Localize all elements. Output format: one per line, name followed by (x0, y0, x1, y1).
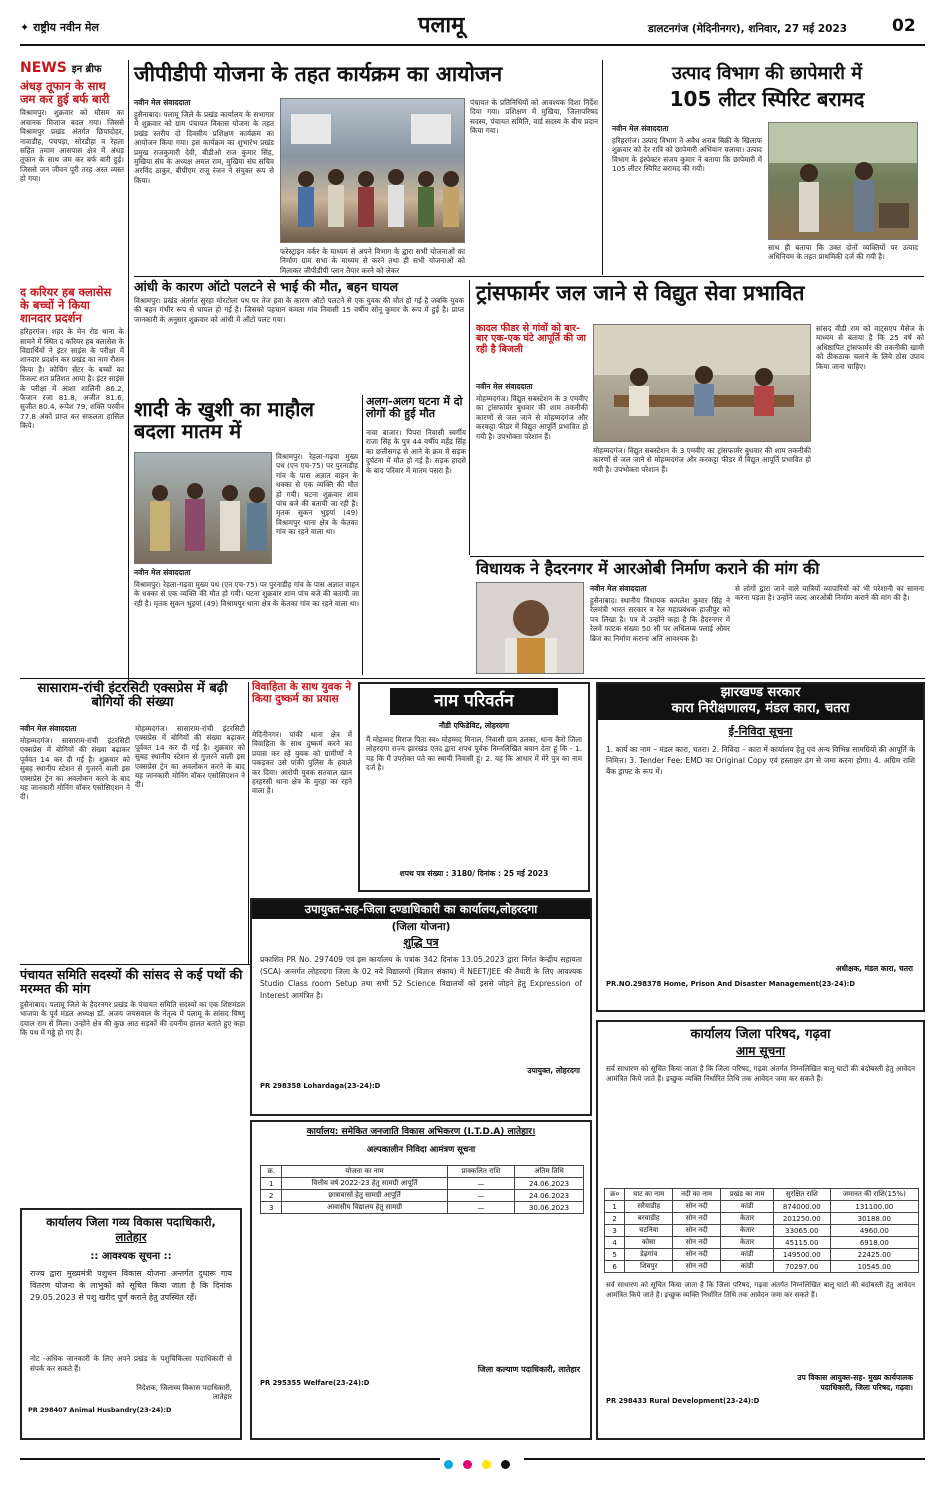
table-cell: 22425.00 (830, 1249, 918, 1261)
garhwa-table (604, 1188, 919, 1273)
spirit-photo (768, 122, 918, 240)
table-cell: 1 (605, 1201, 625, 1213)
garhwa-title: कार्यालय जिला परिषद, गढ़वा (690, 1027, 831, 1042)
name-change-sub: नौडी एफिडेविट, लोहरदगा (438, 720, 510, 730)
lead-caption: फरेस्ट्राइन वर्कर के माध्यम से अपने विभाग के द्वारा सभी योजनाओं का निर्माण ग्राम सभा के माध्यम से करने तथा ही सभी योजनाओं को मिलाकर जीपीडीपी प्लान तैयार करने को लेकर (280, 247, 465, 275)
table-cell: शिवपुर (625, 1261, 673, 1273)
table-row (605, 1261, 919, 1273)
table-cell: कोसा (625, 1237, 673, 1249)
brief-title: द करियर हब क्लासेस के बच्चों ने किया शानदार प्रदर्शन (20, 285, 112, 325)
jail-notice: ई-निविदा सूचना (728, 724, 793, 738)
table-cell: वित्तीय वर्ष 2022-23 हेतु सामग्री आपूर्ति (282, 1178, 447, 1190)
portrait-photo (477, 583, 584, 674)
table-header-cell: क्र० (605, 1189, 625, 1201)
animal-notice: :: आवश्यक सूचना :: (90, 1251, 172, 1263)
table-row (261, 1178, 584, 1190)
transformer-body-2: सांसद वीडी राम को वाट्सएप मैसेज के माध्यम से बताया है कि 25 वर्ष को अधिष्ठापित ट्रांसफार्मर की तकनीकी खामी को ठीकठाक चलाने के लिये ठोस उपाय किया जाना चाहिए। (816, 324, 924, 371)
table-cell: बरवाडीह (625, 1213, 673, 1225)
separate-headline: अलग-अलग घटना में दो लोगों की हुई मौत (366, 395, 463, 421)
section-rule (470, 556, 924, 557)
table-cell: कांडी (721, 1249, 774, 1261)
spirit-body-2: साथ ही बताया कि उक्त दोनों व्यक्तियों पर उत्पाद अधिनियम के तहत प्राथमिकी दर्ज की गयी है। (768, 243, 918, 262)
lead-body-2: पंचायत के प्रतिनिधियों को आवश्यक दिशा निर्देश दिया गया। प्रशिक्षण में मुखिया, जिलापरिषद सदस्य, पंचायत समिति, वार्ड सदस्य के बीच प्रदान किया गया। (470, 98, 598, 136)
garhwa-terms: सर्व साधारण को सूचित किया जाता है कि जिला परिषद, गढ़वा अंतर्गत निम्नलिखित बालू घाटों की बंदोबस्ती हेतु आवेदन आमंत्रित किये जाते हैं। इच्छुक व्यक्ति निर्धारित तिथि तक आवेदन जमा कर सकते हैं। (606, 1281, 915, 1299)
dateline: डालटनगंज (मेदिनीनगर), शनिवार, 27 मई 2023 (648, 23, 848, 35)
table-cell: सोन नदी (673, 1249, 721, 1261)
table-cell: सोन नदी (673, 1237, 721, 1249)
name-change-body: मैं मोहम्मद मिराज पिता स्व० मोहम्मद मिनाल, निवासी ग्राम उलका, थाना कैरो जिला लोहरदगा राज्य झारखंड एतद द्वारा शपथ पूर्वक निम्नलिखित बयान देता हूं कि - 1. यह कि मैं उपरोक्त पते का स्थायी निवासी हूं। 2. यह कि आधार में मेरे पुत्र का नाम दर्ज है। (366, 734, 582, 772)
column-divider (128, 60, 129, 680)
married-body: मेदिनीनगर। पांकी थाना क्षेत्र में विवाहिता के साथ दुष्कर्म करने का प्रयास कर रहे युवक को ग्रामीणों ने पकड़कर उसे पांकी पुलिस के हवाले कर दिया। आरोपी युवक सतवाल खान हरहरसी थाना क्षेत्र के मुरहा का रहने वाला है। (252, 730, 352, 796)
table-row (605, 1249, 919, 1261)
column-divider (248, 682, 249, 964)
lohardaga-title-1: उपायुक्त-सह-जिला दण्डाधिकारी का कार्यालय,लोहरदगा (252, 900, 590, 919)
garhwa-body: सर्व साधारण को सूचित किया जाता है कि जिला परिषद, गढ़वा अंतर्गत निम्नलिखित बालू घाटों की बंदोबस्ती हेतु आवेदन आमंत्रित किये जाते हैं। इच्छुक व्यक्ति निर्धारित तिथि तक आवेदन जमा कर सकते हैं। (606, 1064, 915, 1083)
table-cell: 10545.00 (830, 1261, 918, 1273)
crowd-photo (135, 453, 272, 564)
table-cell: 6 (605, 1261, 625, 1273)
intercity-byline: नवीन मेल संवाददाता (20, 724, 77, 733)
lohardaga-notice-box (250, 898, 592, 1116)
lead-byline: नवीन मेल संवाददाता (134, 98, 191, 107)
jail-tender-box (596, 682, 925, 1012)
animal-body: राज्य द्वारा मुख्यमंत्री पशुधन विकास योजना अन्तर्गत दुधारू गाय वितरण योजना के लाभुकों को सूचित किया जाता है कि दिनांक 29.05.2023 से पशु खरीद पूर्ण कराने हेतु उपस्थित रहें। (30, 1269, 232, 1303)
table-row (261, 1202, 584, 1214)
paper-logo (20, 20, 99, 35)
wedding-body: विश्रामपुर। रेहला-गढ़वा मुख्य पथ (एन एच-75) पर पुरनाडीह गांव के पास अज्ञात वाहन के धक्का से एक व्यक्ति की मौत हो गयी। घटना शुक्रवार शाम पांच बजे की बतायी जा रही है। मृतक सुकन भुइयां (49) विश्रामपुर थाना क्षेत्र के केतका गांव का रहने वाला था। (134, 580, 359, 608)
brief-body: विश्रामपुर। शुक्रवार को मौसम का अचानक मिजाज बदल गया। जिससे विश्रामपुर प्रखंड अंतर्गत छिपादोहर, नावाडीह, पंचपड़ा, सोरडीहा व रेहला सहित तमाम आसपास क्षेत्र में अंधड़ तूफान के साथ जम कर बर्फ बारी हुई। जिससे जन जीवन पूरी तरह अस्त व्यस्त हो गया। (20, 108, 124, 184)
table-cell: 149500.00 (774, 1249, 831, 1261)
table-cell: डेढ़गांव (625, 1249, 673, 1261)
jail-signer: अधीक्षक, मंडल कारा, चतरा (835, 963, 913, 973)
lead-headline: जीपीडीपी योजना के तहत कार्यक्रम का आयोजन (134, 62, 503, 86)
table-cell: कांडी (721, 1261, 774, 1273)
lohardaga-pr: PR 298358 Lohardaga(23-24):D (260, 1082, 381, 1091)
lead-photo (280, 98, 465, 243)
intercity-body: मोहम्मदगंज। सासाराम-रांची इंटरसिटी एक्सप्रेस में बोगियों की संख्या बढ़ाकर पूर्ववत 14 कर दी गई है। शुक्रवार को सुबह स्थानीय स्टेशन से गुजरने वाली इस एक्सप्रेस ट्रेन का अवलोकन करने के बाद यह जानकारी मोनिंग वॉकर एसोसिएशन ने दी। (20, 736, 130, 802)
table-header-cell: जमानत की राशि(15%) (830, 1189, 918, 1201)
garhwa-pr: PR 298433 Rural Development(23-24):D (606, 1397, 760, 1406)
garhwa-table-header (605, 1189, 919, 1201)
column-divider (469, 280, 470, 555)
table-header-cell: प्राक्कलित राशि (447, 1166, 514, 1178)
section-rule (134, 276, 924, 277)
column-divider (362, 395, 363, 675)
animal-title-1: कार्यालय जिला गव्य विकास पदाधिकारी, (46, 1215, 216, 1229)
table-cell: 2 (605, 1213, 625, 1225)
animal-note: नोट -अधिक जानकारी के लिए अपने प्रखंड के पशुचिकित्सा पदाधिकारी से संपर्क कर सकते हैं। (30, 1354, 232, 1373)
transformer-sub: कादल फीडर से गांवों को बार-बार एक-एक घंटे आपूर्ति की जा रही है बिजली (476, 323, 586, 355)
table-row (261, 1190, 584, 1202)
news-brief-column (20, 60, 124, 660)
itda-signer: जिला कल्याण पदाधिकारी, लातेहार (477, 1365, 580, 1375)
mla-byline: नवीन मेल संवाददाता (590, 584, 647, 593)
itda-tender-box (250, 1120, 592, 1440)
table-cell: 874000.00 (774, 1201, 831, 1213)
lohardaga-signer: उपायुक्त, लोहरदगा (527, 1066, 580, 1076)
table-header-cell: प्रखंड का नाम (721, 1189, 774, 1201)
mla-photo (476, 582, 584, 674)
mla-body-2: से लोगों द्वारा जाने वाले यात्रियों व्यापारियों को भी परेशानी का सामना करना पड़ता है। उन्होंने जल्द आरओबी निर्माण कराने की मांग की है। (735, 584, 924, 603)
wedding-body-side: विश्रामपुर। रेहला-गढ़वा मुख्य पथ (एन एच-75) पर पुरनाडीह गांव के पास अज्ञात वाहन के धक्का से एक व्यक्ति की मौत हो गयी। घटना शुक्रवार शाम पांच बजे की बतायी जा रही है। मृतक सुकन भुइयां (49) विश्रामपुर थाना क्षेत्र के केतका गांव का रहने वाला था। (276, 452, 358, 537)
animal-title-2: लातेहार (115, 1229, 147, 1244)
masthead-rule (20, 44, 925, 46)
table-cell: 24.06.2023 (515, 1178, 584, 1190)
table-row (605, 1201, 919, 1213)
jail-body: 1. कार्य का नाम – मंडल कारा, चतरा। 2. निविदा – कारा में कार्यालय हेतु एवं अन्य विभिन्न सामग्रियों की आपूर्ति के निमित्त। 3. Tender Fee: EMD का Original Copy एवं हस्ताक्षर ढ़ंग से जमा करना होगा। 4. अग्रिम राशि बैंक ड्राफ्ट के रूप में। (606, 744, 915, 776)
table-cell: 4 (605, 1237, 625, 1249)
wedding-byline: नवीन मेल संवाददाता (134, 568, 191, 577)
transformer-body-3: मोहम्मदगंज। विद्युत सबस्टेशन के 3 एमवीए का ट्रांसफार्मर बुधवार की शाम तकनीकी कारणों से जल जाने से मोहम्मदगंज और करकट्टा फीडर में विद्युत आपूर्ति प्रभावित हो गयी है। उपभोक्ता परेशान हैं। (593, 446, 811, 474)
table-cell: सोन नदी (673, 1225, 721, 1237)
table-cell: सोन नदी (673, 1213, 721, 1225)
auto-headline: आंधी के कारण ऑटो पलटने से भाई की मौत, बहन घायल (134, 279, 399, 294)
garhwa-notice: आम सूचना (735, 1044, 786, 1059)
jail-pr: PR.NO.298378 Home, Prison And Disaster Management(23-24):D (606, 979, 856, 988)
mla-headline: विधायक ने हैदरनगर में आरओबी निर्माण कराने की मांग की (476, 559, 820, 578)
table-cell: 1 (261, 1178, 282, 1190)
cyan-dot (444, 1460, 453, 1469)
table-cell: 24.06.2023 (515, 1190, 584, 1202)
table-cell: — (447, 1202, 514, 1214)
bird-icon: ✦ (20, 21, 30, 34)
section-rule (20, 678, 925, 679)
animal-pr: PR 298407 Animal Husbandry(23-24):D (28, 1406, 172, 1415)
intercity-body-2: मोहम्मदगंज। सासाराम-रांची इंटरसिटी एक्सप्रेस में बोगियों की संख्या बढ़ाकर पूर्ववत 14 कर दी गई है। शुक्रवार को सुबह स्थानीय स्टेशन से गुजरने वाली इस एक्सप्रेस ट्रेन का अवलोकन करने के बाद यह जानकारी मोनिंग वॉकर एसोसिएशन ने दी। (135, 724, 245, 790)
table-cell: आवासीय विद्यालय हेतु सामग्री (282, 1202, 447, 1214)
lohardaga-title-2: (जिला योजना) (391, 920, 451, 933)
table-cell: 70297.00 (774, 1261, 831, 1273)
lead-body: हुसैनाबाद। पलामू जिले के प्रखंड कार्यालय के सभागार में शुक्रवार को ग्राम पंचायत विकास योजना के तहत प्रखंड स्तरीय दो दिवसीय प्रशिक्षण कार्यक्रम का आयोजन किया गया। इस कार्यक्रम का शुभारंभ प्रखंड प्रमुख राजकुमारी देवी, बीडीओ राज कुमार सिंह, मुखिया संघ के अध्यक्ष अमल राम, मुखिया संघ सचिव अरविंद ठाकुर, बीपीएम राजू रंजन ने संयुक्त रूप से किया। (134, 110, 274, 185)
animal-notice-box (20, 1208, 242, 1440)
table-row (605, 1237, 919, 1249)
garhwa-notice-box (596, 1020, 925, 1440)
table-cell: 3 (261, 1202, 282, 1214)
table-cell: 6918.00 (830, 1237, 918, 1249)
brief-title: अंधड़ तूफान के साथ जम कर हुई बर्फ बारी (20, 79, 110, 106)
table-header-cell: सुरक्षित राशि (774, 1189, 831, 1201)
table-header-cell: क्र. (261, 1166, 282, 1178)
name-change-footer: शपथ पत्र संख्या : 3180/ दिनांक : 25 मई 2023 (399, 868, 549, 878)
office-photo (594, 325, 811, 442)
table-cell: छात्रावासों हेतु सामग्री आपूर्ति (282, 1190, 447, 1202)
table-cell: सोन नदी (673, 1201, 721, 1213)
spirit-headline-2: 105 लीटर स्पिरिट बरामद (669, 87, 865, 111)
table-cell: सोन नदी (673, 1261, 721, 1273)
table-cell: 33065.00 (774, 1225, 831, 1237)
news-brief-label: NEWS इन ब्रीफ (20, 60, 102, 76)
table-cell: चटनिया (625, 1225, 673, 1237)
table-cell: 5 (605, 1249, 625, 1261)
table-cell: 30.06.2023 (515, 1202, 584, 1214)
page-number: 02 (892, 16, 916, 36)
itda-table-header (261, 1166, 584, 1178)
table-row (605, 1213, 919, 1225)
table-header-cell: अंतिम तिथि (515, 1166, 584, 1178)
spirit-body: हरिहरगंज। उत्पाद विभाग ने अवैध शराब बिक्री के खिलाफ शुक्रवार को देर रात्रि को छापेमारी अभियान चलाया। उत्पाद विभाग के इंस्पेक्टर संजय कुमार ने बताया कि छापेमारी में 105 लीटर स्पिरिट बरामद की गयी। (612, 136, 762, 174)
table-cell: 131100.00 (830, 1201, 918, 1213)
lohardaga-body: प्रकाशित PR No. 297409 एवं इस कार्यालय के पत्रांक 342 दिनांक 13.05.2023 द्वारा निर्गत केन्द्रीय सहायता (SCA) अन्तर्गत लोहरदगा जिला के 02 नये विद्यालयों (विज्ञान संकाय) में NEET/JEE की तैयारी के लिए आवश्यक Studio Class room Setup तथा सभी 52 Science विद्यालयों को इससे जोड़ने हेतु Expression of Interest आमंत्रित है। (260, 955, 582, 1001)
transformer-byline: नवीन मेल संवाददाता (476, 382, 533, 391)
footer-color-bar (20, 1452, 925, 1466)
table-cell: केतार (721, 1213, 774, 1225)
masthead (20, 14, 925, 44)
cmyk-dots-left (440, 1454, 524, 1473)
transformer-headline: ट्रांसफार्मर जल जाने से विद्युत सेवा प्रभावित (476, 281, 805, 305)
spirit-headline-1: उत्पाद विभाग की छापेमारी में (671, 63, 863, 84)
magenta-dot (463, 1460, 472, 1469)
garhwa-signer: उप विकास आयुक्त-सह- मुख्य कार्यपालक पदाधिकारी, जिला परिषद, गढ़वा। (797, 1373, 913, 1393)
meeting-photo (281, 99, 465, 243)
panchayat-headline: पंचायत समिति सदस्यों की सांसद से कई पथों की मरम्मत की मांग (20, 967, 243, 996)
column-divider (602, 60, 603, 275)
name-change-title: नाम परिवर्तन (390, 688, 558, 715)
table-cell: 4960.00 (830, 1225, 918, 1237)
table-cell: कांडी (721, 1201, 774, 1213)
name-change-box (358, 682, 590, 892)
section-title: पलामू (418, 13, 465, 38)
black-dot (501, 1460, 510, 1469)
table-header-cell: नदी का नाम (673, 1189, 721, 1201)
table-header-cell: योजना का नाम (282, 1166, 447, 1178)
auto-body: विश्रामपुर। प्रखंड अंतर्गत सुरहा मोरटोला पथ पर तेज हवा के कारण ऑटो पलटने से एक युवक की मौत हो गई है जबकि युवक की बहन गंभीर रूप से घायल हो गई है। जिसको पहचान कमता गांव निवासी 15 वर्षीय सोनू कुमार के रूप में हुई है। प्राप्त जानकारी के अनुसार शुक्रवार को आंधी में ऑटो पलट गया। (134, 296, 464, 324)
jail-title-1: झारखण्ड सरकार (598, 684, 923, 702)
table-cell: 45115.00 (774, 1237, 831, 1249)
table-cell: — (447, 1178, 514, 1190)
itda-sub: अल्पकालीन निविदा आमंत्रण सूचना (366, 1144, 476, 1155)
table-cell: — (447, 1190, 514, 1202)
wedding-photo (134, 452, 272, 564)
spirit-byline: नवीन मेल संवाददाता (612, 124, 669, 133)
mla-body: हुसैनाबाद। स्थानीय विधायक कमलेश कुमार सिंह ने रेलमंत्री भारत सरकार व रेल महाप्रबंधक हाजीपुर को पत्र लिखा है। पत्र में उन्होंने कहा है कि हैदरनगर में रेलवे फाटक संख्या 50 सी पर अधिलम्ब फ्लाई ओवर ब्रिज का निर्माण कराना अति आवश्यक है। (590, 596, 730, 643)
table-row (605, 1225, 919, 1237)
lohardaga-notice: शुद्धि पत्र (403, 936, 439, 950)
wedding-headline: शादी के खुशी का माहौल बदला मातम में (134, 397, 314, 443)
intercity-headline: सासाराम-रांची इंटरसिटी एक्सप्रेस में बढ़ी बोगियों की संख्या (37, 681, 228, 711)
table-cell: केतार (721, 1225, 774, 1237)
table-cell: 2 (261, 1190, 282, 1202)
raid-photo (769, 123, 918, 240)
table-cell: 201250.00 (774, 1213, 831, 1225)
table-cell: 3 (605, 1225, 625, 1237)
table-cell: 30188.00 (830, 1213, 918, 1225)
brief-body: हरिहरगंज। शहर के मेन रोड थाना के सामने में स्थित द करियर हब क्लासेस के विद्यार्थियों ने इंटर साइंस के परीक्षा में शानदार प्रदर्शन कर प्रखंड का नाम रौशन किया है। कोचिंग सेंटर के बच्चों का रिजल्ट शत प्रतिशत आया है। इंटर साइंस के परीक्षा में आशा शालिनी 86.2, फैजान रजा 81.8, अजीत 81.6, सुजीत 80.4, रूपेश 79, शक्ति परवीन 77.8 अंकों प्राप्त कर सफलता हासिल किये। (20, 327, 124, 431)
transformer-photo (593, 324, 811, 442)
yellow-dot (482, 1460, 491, 1469)
itda-pr: PR 295355 Welfare(23-24):D (260, 1379, 370, 1388)
paper-name: राष्ट्रीय नवीन मेल (33, 21, 99, 34)
transformer-body: मोहम्मदगंज। विद्युत सबस्टेशन के 3 एमवीए का ट्रांसफार्मर बुधवार की शाम तकनीकी कारणों से जल जाने से मोहम्मदगंज और करकट्टा फीडर में विद्युत आपूर्ति प्रभावित हो गयी है। उपभोक्ता परेशान हैं। (476, 394, 588, 441)
animal-signer: निदेशक, जिलाव्य विकास पदाधिकारी, लातेहार (136, 1384, 232, 1402)
itda-title: कार्यालय: समेकित जनजाति विकास अभिकरण (I.T.D.A) लातेहार। (306, 1127, 536, 1137)
table-cell: सरैयाडीह (625, 1201, 673, 1213)
married-headline: विवाहिता के साथ युवक ने किया दुष्कर्म का प्रयास (252, 681, 352, 705)
itda-table (260, 1165, 584, 1214)
table-header-cell: घाट का नाम (625, 1189, 673, 1201)
table-cell: केतार (721, 1237, 774, 1249)
separate-body: नावा बाजार। पिपरा निवासी स्वर्गीय राजा सिंह के पुत्र 44 वर्षीय महेंद्र सिंह का छत्तीसगढ़ से आने के क्रम में सड़क दुर्घटना में मौत हो गई है। सड़क हादसे के बाद परिवार में मातम पसरा है। (366, 428, 466, 475)
jail-title-2: कारा निरीक्षणालय, मंडल कारा, चतरा (598, 702, 923, 719)
panchayat-body: हुसैनाबाद। पलामू जिले के हैदरनगर प्रखंड के पंचायत समिति सदस्यों का एक शिष्टमंडल भाजपा के पूर्व मंडल अध्यक्ष डॉ. अजय जयसवाल के नेतृत्व में पलामू के सांसद विष्णु दयाल राम से मिला। उन्होंने क्षेत्र की कुछ आठ सड़कों की दयनीय हालत बताते हुए कहा कि पथ में गड्ढे हो गए हैं। (20, 1000, 245, 1038)
